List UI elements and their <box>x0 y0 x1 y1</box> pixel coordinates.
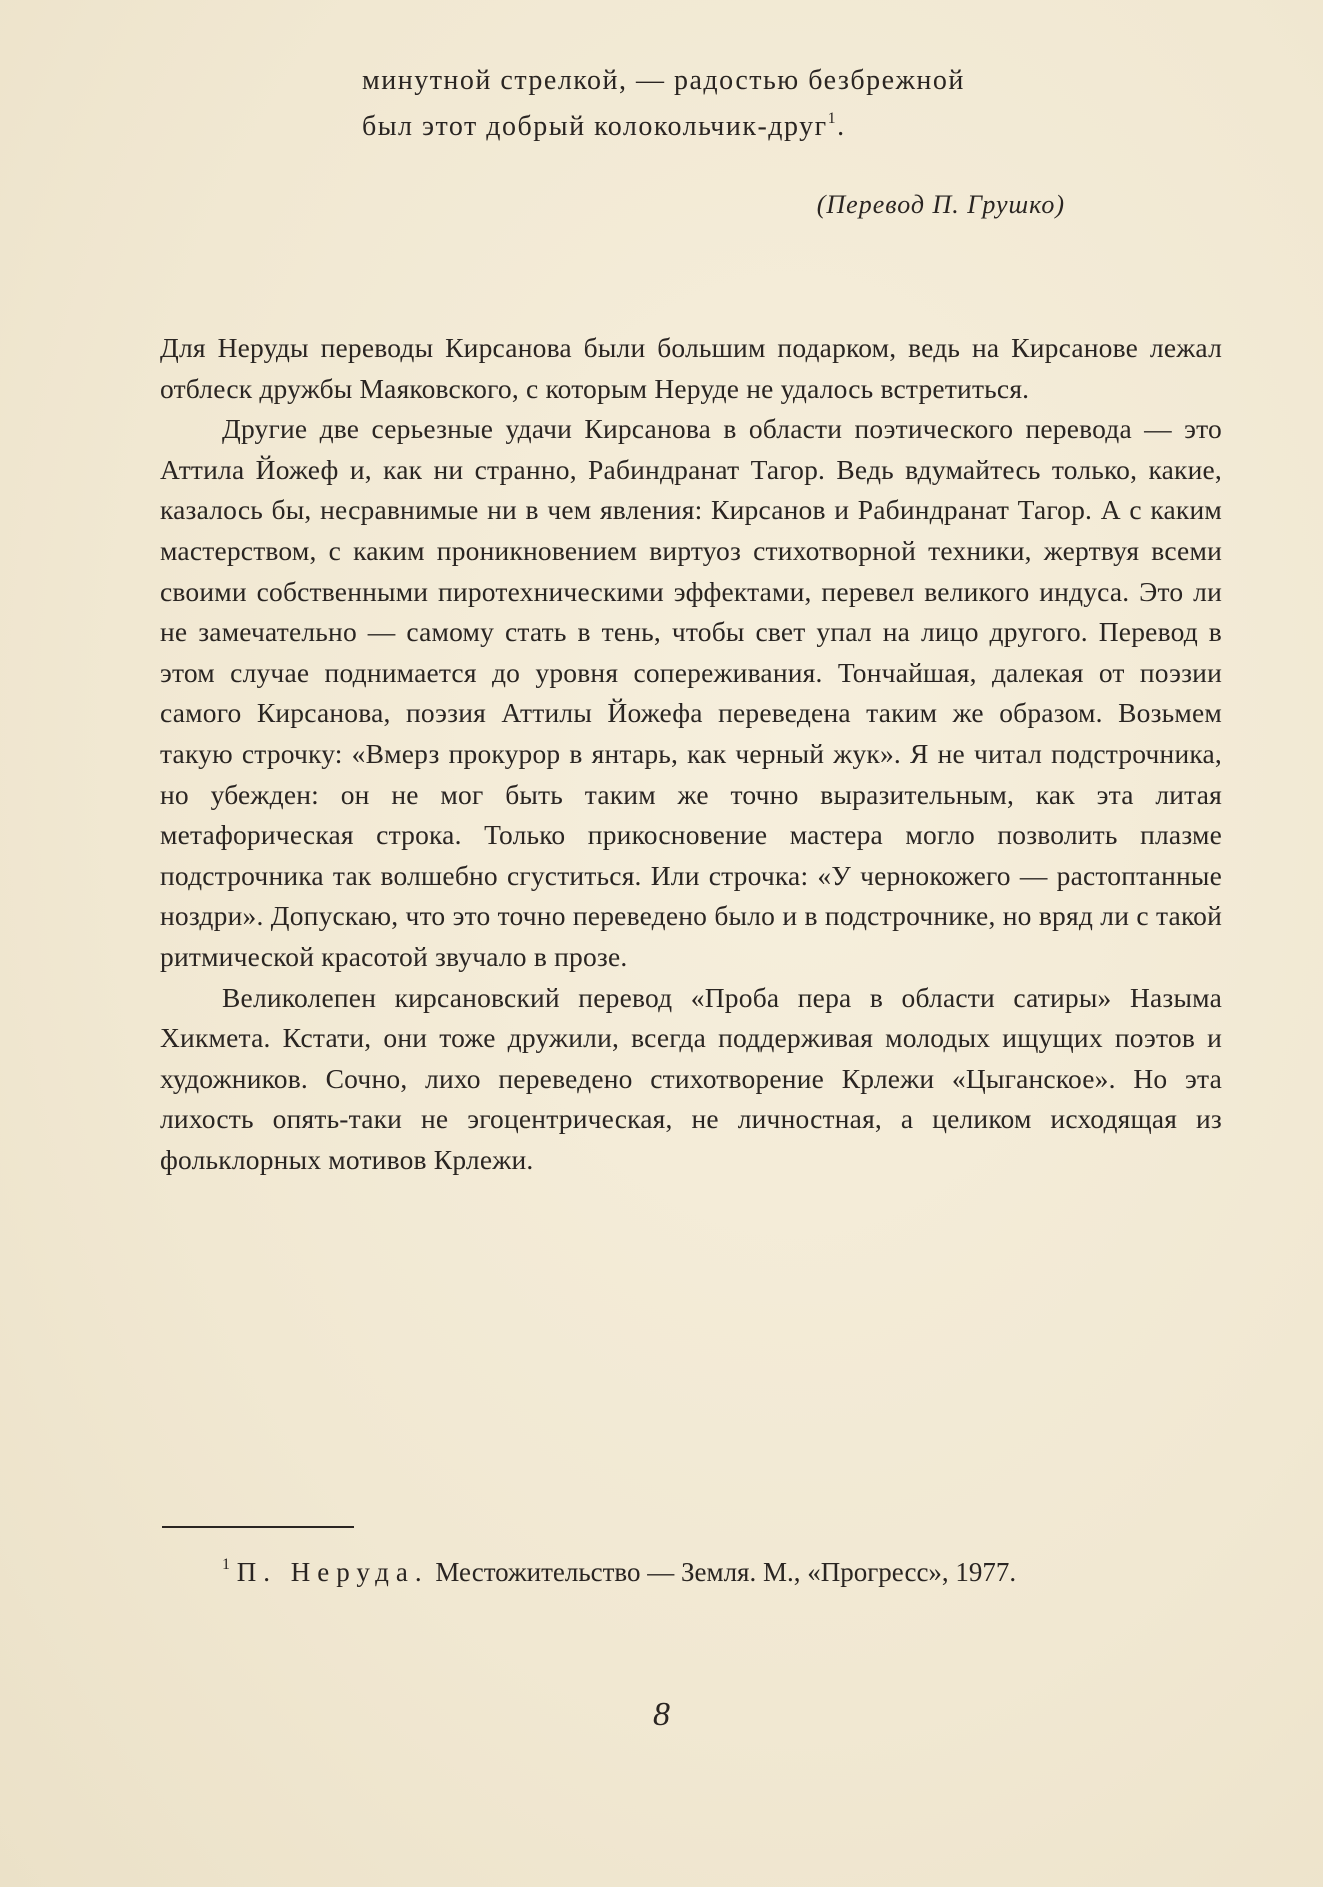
body-text <box>160 328 1222 1180</box>
translation-attribution: (Перевод П. Грушко) <box>816 190 1065 219</box>
footnote-divider <box>162 1526 354 1528</box>
verse-fragment <box>362 58 1082 150</box>
verse-line-1: минутной стрелкой, — радостью безбрежной <box>362 65 965 96</box>
paragraph-3: Великолепен кирсановский перевод «Проба пера в области сатиры» Назыма Хикмета. Кстати, они тоже дружили, всегда поддерживая молодых ищущих поэтов и художников. Сочно, лихо переведено стихотворение Крлежи «Цыганское». Но эта лихость опять-таки не эгоцентрическая, не личностная, а целиком исходящая из фольклорных мотивов Крлежи. <box>160 981 1222 1175</box>
footnote-reference[interactable]: 1 <box>827 110 838 127</box>
page-number: 8 <box>653 1696 670 1733</box>
footnote-author: П. Неруда. <box>236 1557 429 1587</box>
verse-line-2-end: . <box>837 111 846 142</box>
paragraph-2: Другие две серьезные удачи Кирсанова в области поэтического перевода — это Аттила Йожеф и, как ни странно, Рабиндранат Тагор. Ведь вдумайтесь только, какие, казалось бы, несравнимые ни в чем явления: Кирсанов и Рабиндранат Тагор. А с каким мастерством, с каким проникновением виртуоз стихотворной техники, жертвуя всеми своими собственными пиротехническими эффектами, перевел великого индуса. Это ли не замечательно — самому стать в тень, чтобы свет упал на лицо другого. Перевод в этом случае поднимается до уровня сопереживания. Тончайшая, далекая от поэзии самого Кирсанова, поэзия Аттилы Йожефа переведена таким же образом. Возьмем такую строчку: «Вмерз прокурор в янтарь, как черный жук». Я не читал подстрочника, но убежден: он не мог быть таким же точно выразительным, как эта литая метафорическая строка. Только прикосновение мастера могло позволить плазме подстрочника так волшебно сгуститься. Или строчка: «У чернокожего — растоптанные ноздри». Допускаю, что это точно переведено было и в подстрочнике, но вряд ли с такой ритмической красотой звучало в прозе. <box>160 413 1222 972</box>
footnote-marker: 1 <box>222 1556 230 1573</box>
footnote-text: Местожительство — Земля. М., «Прогресс», 1977. <box>435 1557 1017 1587</box>
verse-line-2 <box>362 104 1082 150</box>
footnote <box>160 1552 1222 1592</box>
paragraph-1: Для Неруды переводы Кирсанова были большим подарком, ведь на Кирсанове лежал отблеск дружбы Маяковского, с которым Неруде не удалось встретиться. <box>160 332 1222 404</box>
verse-line-2-text: был этот добрый колокольчик-друг <box>362 111 828 142</box>
